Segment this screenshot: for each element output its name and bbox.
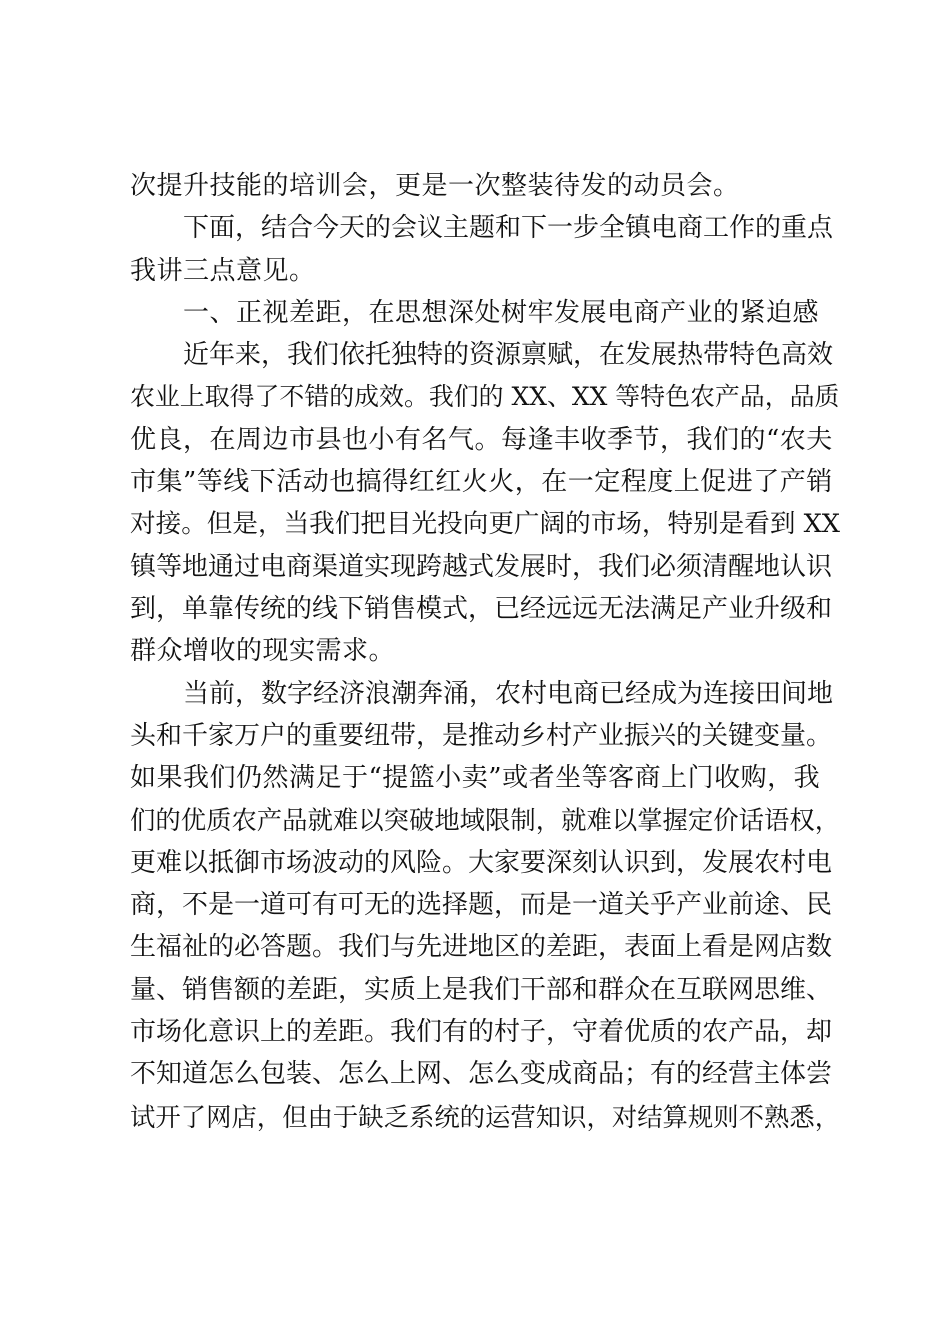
text-line: 商，不是一道可有可无的选择题，而是一道关乎产业前途、民 — [130, 890, 833, 921]
text-line: 量、销售额的差距，实质上是我们干部和群众在互联网思维、 — [130, 974, 833, 1005]
text-line: 市场化意识上的差距。我们有的村子，守着优质的农产品，却 — [130, 1016, 833, 1047]
text-line: 当前，数字经济浪潮奔涌，农村电商已经成为连接田间地 — [183, 678, 834, 709]
text-line: 试开了网店，但由于缺乏系统的运营知识，对结算规则不熟悉， — [130, 1101, 841, 1132]
text-line: 下面，结合今天的会议主题和下一步全镇电商工作的重点 — [183, 213, 834, 244]
text-line: 群众增收的现实需求。 — [130, 636, 396, 667]
text-line: 市集”等线下活动也搞得红红火火，在一定程度上促进了产销 — [130, 467, 833, 498]
text-line: 对接。但是，当我们把目光投向更广阔的市场，特别是看到 XX — [130, 509, 841, 540]
text-line: 优良，在周边市县也小有名气。每逢丰收季节，我们的“农夫 — [130, 424, 833, 455]
text-line: 近年来，我们依托独特的资源禀赋，在发展热带特色高效 — [183, 340, 834, 371]
text-line: 镇等地通过电商渠道实现跨越式发展时，我们必须清醒地认识 — [130, 551, 833, 582]
text-line: 一、正视差距，在思想深处树牢发展电商产业的紧迫感 — [183, 297, 820, 328]
text-line: 不知道怎么包装、怎么上网、怎么变成商品；有的经营主体尝 — [130, 1059, 833, 1090]
text-line: 我讲三点意见。 — [130, 255, 316, 286]
text-line: 们的优质农产品就难以突破地域限制，就难以掌握定价话语权， — [130, 805, 841, 836]
text-line: 更难以抵御市场波动的风险。大家要深刻认识到，发展农村电 — [130, 847, 833, 878]
text-line: 次提升技能的培训会，更是一次整装待发的动员会。 — [130, 171, 740, 201]
text-line: 头和千家万户的重要纽带，是推动乡村产业振兴的关键变量。 — [130, 720, 833, 751]
text-line: 农业上取得了不错的成效。我们的 XX、XX 等特色农产品，品质 — [130, 382, 840, 412]
text-line: 到，单靠传统的线下销售模式，已经远远无法满足产业升级和 — [130, 593, 833, 624]
text-line: 如果我们仍然满足于“提篮小卖”或者坐等客商上门收购，我 — [130, 763, 821, 794]
text-line: 生福祉的必答题。我们与先进地区的差距，表面上看是网店数 — [130, 932, 833, 963]
document-body — [130, 165, 840, 1138]
